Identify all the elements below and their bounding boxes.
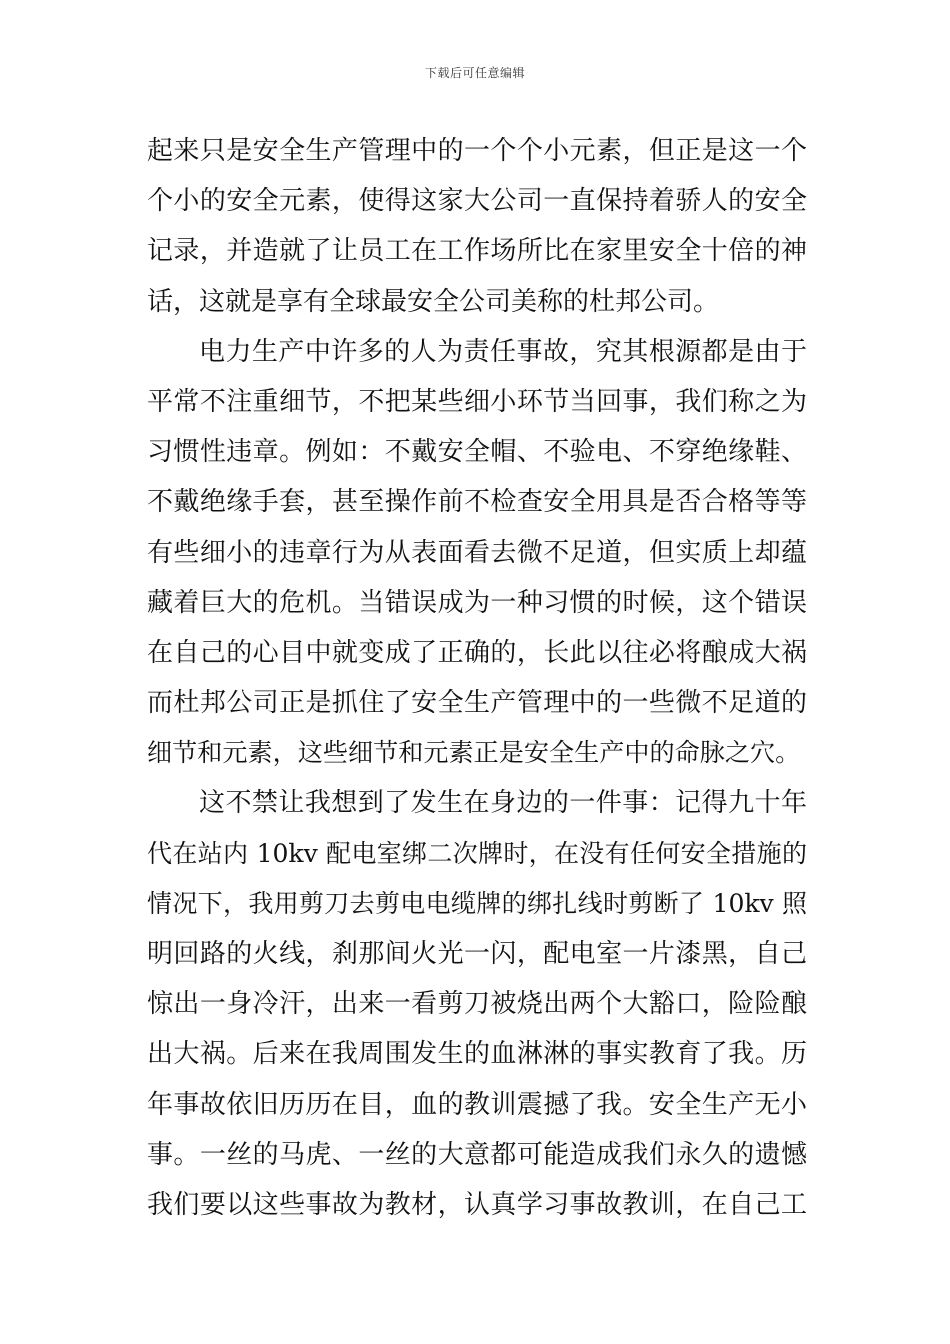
document-body bbox=[147, 126, 807, 1230]
text-line: 记录，并造就了让员工在工作场所比在家里安全十倍的神 bbox=[147, 236, 807, 267]
text-line: 出大祸。后来在我周围发生的血淋淋的事实教育了我。历 bbox=[147, 1039, 807, 1070]
text-line: 年事故依旧历历在目，血的教训震撼了我。安全生产无小 bbox=[147, 1089, 807, 1120]
text-line: 在自己的心目中就变成了正确的，长此以往必将酿成大祸 bbox=[147, 637, 807, 668]
text-line: 这不禁让我想到了发生在身边的一件事：记得九十年 bbox=[199, 788, 807, 819]
text-line: 情况下，我用剪刀去剪电电缆牌的绑扎线时剪断了 10kv 照 bbox=[147, 888, 807, 918]
text-line: 个小的安全元素，使得这家大公司一直保持着骄人的安全 bbox=[147, 186, 807, 217]
text-line: 话，这就是享有全球最安全公司美称的杜邦公司。 bbox=[147, 286, 720, 317]
text-line: 我们要以这些事故为教材，认真学习事故教训，在自己工 bbox=[147, 1189, 807, 1220]
text-line: 习惯性违章。例如：不戴安全帽、不验电、不穿绝缘鞋、 bbox=[147, 437, 807, 468]
page-header: 下载后可任意编辑 bbox=[424, 66, 525, 80]
text-line: 有些细小的违章行为从表面看去微不足道，但实质上却蕴 bbox=[147, 537, 807, 568]
text-line: 起来只是安全生产管理中的一个个小元素，但正是这一个 bbox=[147, 136, 807, 166]
text-line: 电力生产中许多的人为责任事故，究其根源都是由于 bbox=[199, 336, 807, 367]
text-line: 而杜邦公司正是抓住了安全生产管理中的一些微不足道的 bbox=[147, 688, 807, 719]
text-line: 藏着巨大的危机。当错误成为一种习惯的时候，这个错误 bbox=[147, 587, 807, 618]
text-line: 明回路的火线，刹那间火光一闪，配电室一片漆黑，自己 bbox=[147, 939, 807, 969]
text-line: 代在站内 10kv 配电室绑二次牌时，在没有任何安全措施的 bbox=[147, 838, 807, 868]
text-line: 细节和元素，这些细节和元素正是安全生产中的命脉之穴。 bbox=[147, 738, 801, 768]
text-line: 惊出一身冷汗，出来一看剪刀被烧出两个大豁口，险险酿 bbox=[147, 989, 807, 1020]
text-line: 平常不注重细节，不把某些细小环节当回事，我们称之为 bbox=[147, 386, 807, 417]
text-line: 不戴绝缘手套，甚至操作前不检查安全用具是否合格等等 bbox=[147, 487, 807, 518]
text-line: 事。一丝的马虎、一丝的大意都可能造成我们永久的遗憾 bbox=[147, 1139, 807, 1170]
